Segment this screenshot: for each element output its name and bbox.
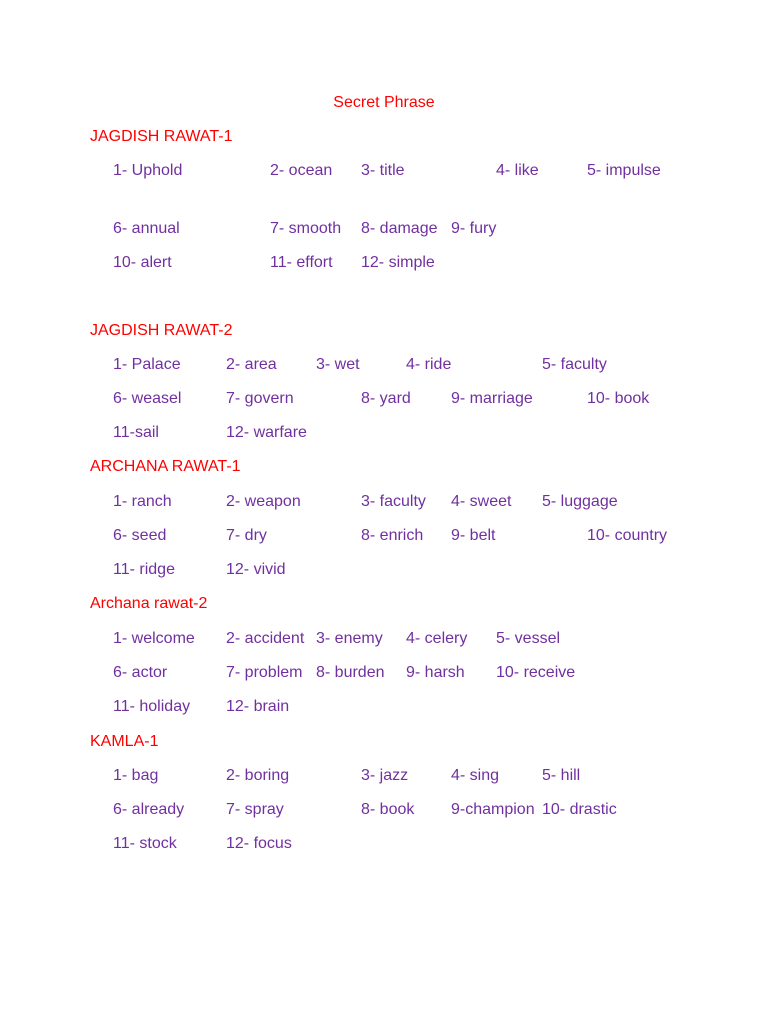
phrase-word: 8- yard (361, 390, 411, 407)
phrase-word: 4- like (496, 162, 539, 179)
phrase-word: 12- warfare (226, 424, 307, 441)
phrase-word: 6- actor (113, 664, 168, 681)
phrase-word: 7- govern (226, 390, 294, 407)
phrase-word: 2- boring (226, 767, 290, 784)
phrase-word: 3- faculty (361, 493, 426, 510)
section-heading: JAGDISH RAWAT-2 (90, 322, 233, 339)
phrase-word: 9- fury (451, 220, 497, 237)
phrase-word: 2- accident (226, 630, 305, 647)
phrase-word: 5- vessel (496, 630, 561, 647)
phrase-word: 4- celery (406, 630, 468, 647)
phrase-word: 4- ride (406, 356, 452, 373)
phrase-word: 12- vivid (226, 561, 286, 578)
phrase-word: 9- marriage (451, 390, 533, 407)
phrase-word: 1- ranch (113, 493, 172, 510)
phrase-word: 11- ridge (113, 561, 175, 578)
section-heading: Archana rawat-2 (90, 595, 208, 612)
phrase-word: 2- weapon (226, 493, 301, 510)
phrase-word: 6- seed (113, 527, 167, 544)
phrase-word: 12- simple (361, 254, 435, 271)
phrase-word: 2- ocean (270, 162, 333, 179)
phrase-word: 5- luggage (542, 493, 618, 510)
phrase-word: 10- receive (496, 664, 576, 681)
phrase-word: 11- stock (113, 835, 177, 852)
phrase-word: 6- already (113, 801, 185, 818)
phrase-word: 9-champion (451, 801, 535, 818)
phrase-word: 12- brain (226, 698, 290, 715)
phrase-word: 11- holiday (113, 698, 191, 715)
phrase-word: 7- spray (226, 801, 284, 818)
phrase-word: 9- belt (451, 527, 496, 544)
phrase-word: 1- bag (113, 767, 159, 784)
phrase-word: 10- alert (113, 254, 172, 271)
phrase-word: 1- Palace (113, 356, 181, 373)
page-title: Secret Phrase (333, 94, 435, 111)
phrase-word: 9- harsh (406, 664, 465, 681)
phrase-word: 8- book (361, 801, 415, 818)
phrase-word: 5- faculty (542, 356, 607, 373)
phrase-word: 11- effort (270, 254, 333, 271)
phrase-word: 7- dry (226, 527, 267, 544)
phrase-word: 7- smooth (270, 220, 342, 237)
phrase-word: 10- country (587, 527, 668, 544)
phrase-word: 4- sing (451, 767, 500, 784)
phrase-word: 8- burden (316, 664, 385, 681)
phrase-word: 2- area (226, 356, 277, 373)
phrase-word: 1- Uphold (113, 162, 183, 179)
phrase-word: 3- jazz (361, 767, 409, 784)
section-heading: KAMLA-1 (90, 733, 159, 750)
phrase-word: 4- sweet (451, 493, 512, 510)
phrase-word: 10- book (587, 390, 650, 407)
phrase-word: 3- title (361, 162, 405, 179)
phrase-word: 5- impulse (587, 162, 661, 179)
phrase-word: 1- welcome (113, 630, 195, 647)
phrase-word: 3- enemy (316, 630, 383, 647)
phrase-word: 8- damage (361, 220, 438, 237)
phrase-word: 12- focus (226, 835, 292, 852)
phrase-word: 6- annual (113, 220, 180, 237)
phrase-word: 3- wet (316, 356, 360, 373)
phrase-word: 11-sail (113, 424, 159, 441)
phrase-word: 6- weasel (113, 390, 182, 407)
phrase-word: 8- enrich (361, 527, 424, 544)
phrase-word: 5- hill (542, 767, 581, 784)
section-heading: ARCHANA RAWAT-1 (90, 458, 241, 475)
phrase-word: 10- drastic (542, 801, 617, 818)
section-heading: JAGDISH RAWAT-1 (90, 128, 233, 145)
phrase-word: 7- problem (226, 664, 303, 681)
